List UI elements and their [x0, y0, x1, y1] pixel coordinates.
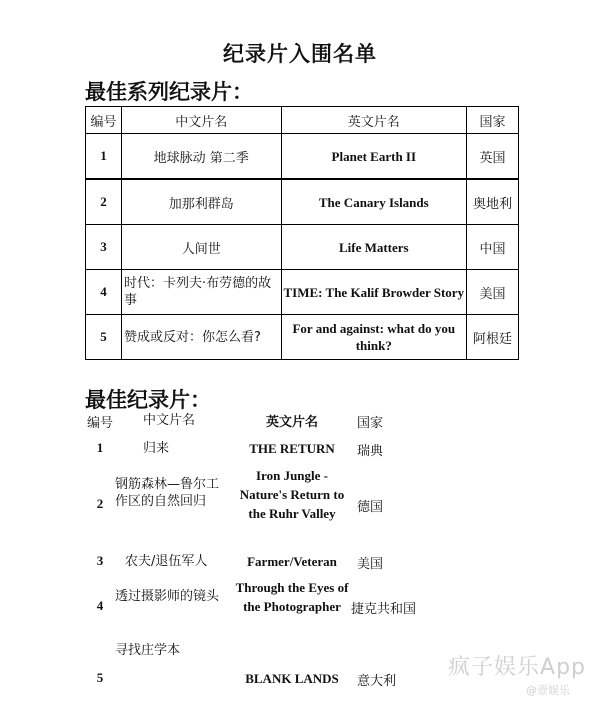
header-country: 国家: [357, 416, 384, 431]
table-row: [86, 134, 519, 180]
row-country: 瑞典: [357, 444, 384, 459]
row-chinese-title: 透过摄影师的镜头: [115, 589, 220, 604]
row-english-title: Life Matters: [281, 225, 467, 270]
row-country: 阿根廷: [467, 315, 519, 360]
table-row: [86, 315, 519, 360]
row-number: 3: [86, 225, 122, 270]
row-chinese-title: 地球脉动 第二季: [121, 134, 281, 180]
row-number: 5: [96, 670, 104, 685]
row-english-title: TIME: The Kalif Browder Story: [281, 270, 467, 315]
row-number: 2: [86, 179, 122, 225]
row-number: 4: [96, 598, 104, 613]
page-title: 纪录片入围名单: [223, 42, 377, 66]
row-english-title: The Canary Islands: [281, 179, 467, 225]
header-number: 编号: [86, 416, 113, 431]
section-title-best-documentary: 最佳纪录片：: [85, 388, 211, 412]
row-english-title: BLANK LANDS: [245, 671, 339, 686]
watermark-sub: @壹娱乐: [526, 684, 570, 697]
row-number: 4: [86, 270, 122, 315]
row-number: 3: [96, 553, 104, 568]
row-country: 意大利: [357, 674, 397, 689]
header-chinese-title: 中文片名: [143, 413, 196, 428]
table-row: [86, 270, 519, 315]
section-title-best-series: 最佳系列纪录片：: [85, 80, 253, 104]
row-number: 1: [96, 440, 104, 455]
row-english-title: THE RETURN: [249, 441, 335, 456]
row-country: 中国: [467, 225, 519, 270]
row-chinese-title: 寻找庄学本: [115, 643, 181, 658]
table-row: [86, 179, 519, 225]
row-country: 美国: [357, 557, 384, 572]
header-english-title: 英文片名: [265, 414, 318, 429]
row-chinese-title: 农夫/退伍军人: [125, 554, 208, 569]
row-english-title: Iron Jungle - Nature's Return to the Ruhr Valley: [239, 468, 345, 521]
table-row: [86, 225, 519, 270]
row-english-title: Through the Eyes of the Photographer: [235, 580, 349, 614]
row-chinese-title: 人间世: [121, 225, 281, 270]
header-chinese-title: 中文片名: [121, 107, 281, 134]
row-chinese-title: 赞成或反对：你怎么看?: [121, 315, 281, 360]
row-english-title: Planet Earth II: [281, 134, 467, 180]
header-country: 国家: [467, 107, 519, 134]
header-number: 编号: [86, 107, 122, 134]
row-country: 奥地利: [467, 179, 519, 225]
row-country: 捷克共和国: [351, 602, 417, 617]
row-number: 5: [86, 315, 122, 360]
row-number: 1: [86, 134, 122, 180]
row-chinese-title: 时代：卡列夫·布劳德的故事: [121, 270, 281, 315]
best-series-table: [85, 106, 519, 360]
row-number: 2: [96, 496, 104, 511]
row-country: 德国: [357, 500, 384, 515]
row-country: 美国: [467, 270, 519, 315]
row-english-title: For and against: what do you think?: [281, 315, 467, 360]
watermark: 疯子娱乐App: [448, 655, 586, 680]
table-header-row: [86, 107, 519, 134]
row-english-title: Farmer/Veteran: [247, 554, 337, 569]
row-chinese-title: 加那利群岛: [121, 179, 281, 225]
row-chinese-title: 钢筋森林—鲁尔工作区的自然回归: [115, 477, 220, 509]
row-chinese-title: 归来: [143, 441, 170, 456]
header-english-title: 英文片名: [281, 107, 467, 134]
row-country: 英国: [467, 134, 519, 180]
